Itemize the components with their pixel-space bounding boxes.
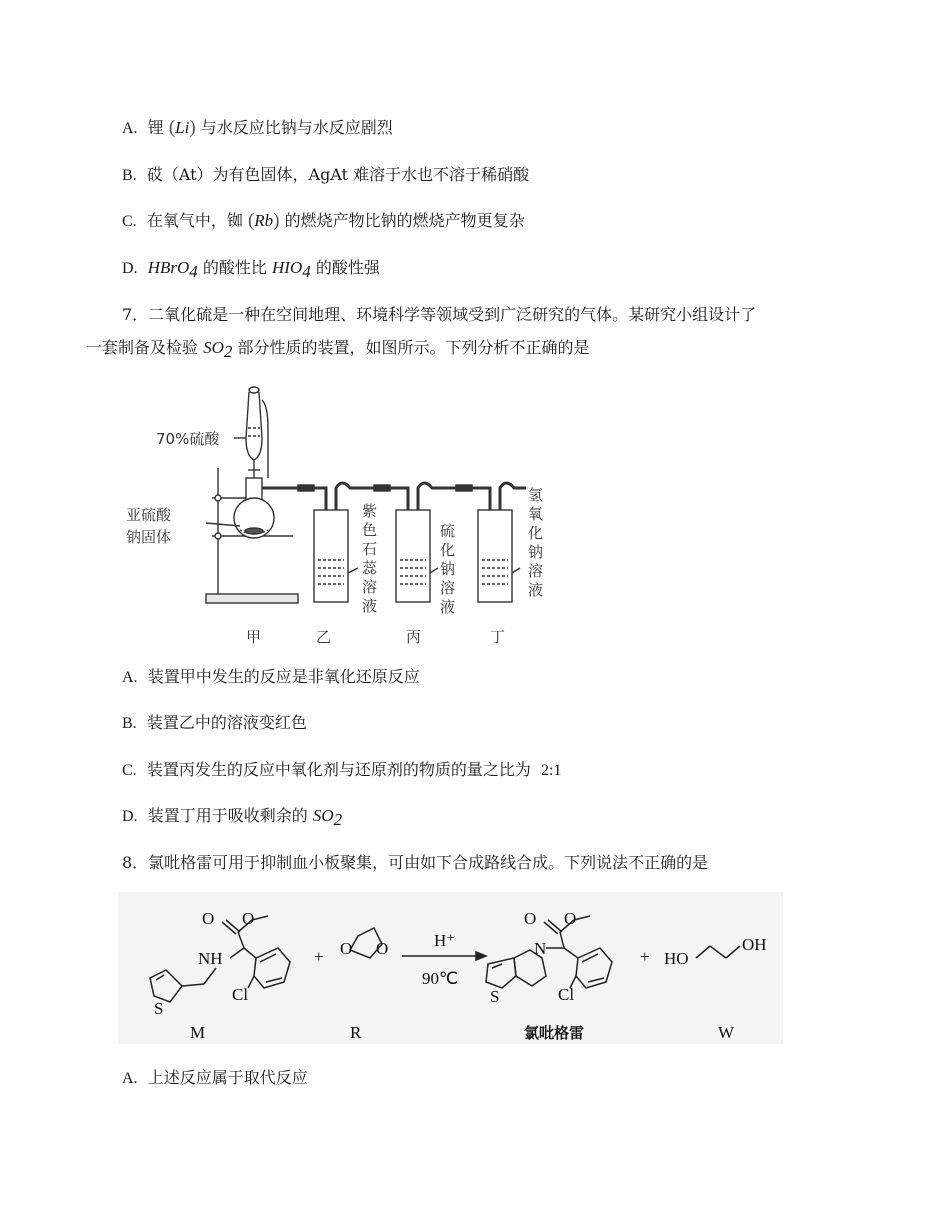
bottle-bing-label: [440, 522, 455, 616]
svg-text:化: 化: [440, 541, 456, 559]
svg-text:溶: 溶: [440, 579, 456, 597]
svg-text:氢: 氢: [528, 486, 544, 504]
catalyst-label: H⁺: [434, 931, 456, 950]
q6-option-d: D. HBrO$_4$ 的酸性比 $HIO_4$ 的酸性强: [122, 258, 380, 282]
svg-text:色: 色: [362, 521, 378, 539]
svg-text:液: 液: [440, 598, 456, 616]
apparatus-figure: [118, 378, 568, 653]
svg-text:O: O: [340, 939, 353, 958]
svg-text:OH: OH: [742, 935, 767, 954]
label-r: R: [350, 1023, 362, 1042]
label-product: 氯吡格雷: [524, 1024, 585, 1042]
svg-text:紫: 紫: [362, 502, 378, 520]
svg-text:NH: NH: [198, 949, 223, 968]
bottle-ding-label: [528, 486, 543, 599]
station-label-jia: 甲: [246, 628, 262, 646]
plus-sign-2: +: [640, 947, 650, 966]
svg-text:钠: 钠: [440, 560, 456, 578]
q6-option-c: C. 在氧气中，铷 (Rb) 的燃烧产物比钠的燃烧产物更复杂: [122, 210, 525, 231]
svg-text:液: 液: [362, 597, 378, 615]
label-w: W: [718, 1023, 735, 1042]
plus-sign-1: +: [314, 947, 324, 966]
svg-text:S: S: [154, 999, 164, 1018]
svg-text:蕊: 蕊: [362, 559, 378, 577]
solid-label-line2: 钠固体: [126, 528, 172, 546]
solid-label-line1: 亚硫酸: [126, 506, 172, 524]
svg-text:硫: 硫: [440, 522, 456, 540]
station-label-yi: 乙: [316, 628, 332, 646]
acid-label: 70%硫酸: [156, 430, 220, 448]
q7-option-a: A. 装置甲中发生的反应是非氧化还原反应: [122, 667, 420, 686]
svg-text:化: 化: [528, 524, 544, 542]
synthesis-scheme: [118, 892, 783, 1044]
svg-text:S: S: [490, 987, 500, 1006]
bottle-yi-label: [362, 502, 378, 615]
station-label-bing: 丙: [406, 628, 422, 646]
svg-text:O: O: [376, 939, 389, 958]
svg-text:液: 液: [528, 581, 544, 599]
svg-text:Cl: Cl: [558, 985, 575, 1004]
q7-option-b: B. 装置乙中的溶液变红色: [122, 713, 307, 732]
svg-text:N: N: [534, 939, 547, 958]
svg-text:氧: 氧: [528, 505, 544, 523]
q7-option-c: C. 装置丙发生的反应中氧化剂与还原剂的物质的量之比为 2:1: [122, 760, 562, 779]
svg-text:石: 石: [362, 540, 378, 558]
svg-text:溶: 溶: [362, 578, 378, 596]
station-label-ding: 丁: [490, 628, 506, 646]
svg-text:HO: HO: [664, 949, 689, 968]
svg-text:O: O: [564, 909, 577, 928]
svg-text:Cl: Cl: [232, 985, 249, 1004]
q7-option-d: D. 装置丁用于吸收剩余的 $SO_2$: [122, 806, 343, 830]
svg-text:钠: 钠: [528, 543, 544, 561]
svg-text:O: O: [202, 909, 215, 928]
q6-option-a: A. 锂 (Li) 与水反应比钠与水反应剧烈: [122, 117, 393, 138]
svg-text:溶: 溶: [528, 562, 544, 580]
q7-stem-line1: 7．二氧化硫是一种在空间地理、环境科学等领域受到广泛研究的气体。某研究小组设计了: [122, 305, 757, 324]
q6-option-b: B. 砹（At）为有色固体，AgAt 难溶于水也不溶于稀硝酸: [122, 165, 530, 184]
q8-option-a: A. 上述反应属于取代反应: [122, 1068, 308, 1087]
svg-text:O: O: [524, 909, 537, 928]
q8-stem: 8．氯吡格雷可用于抑制血小板聚集，可由如下合成路线合成。下列说法不正确的是: [122, 853, 709, 872]
temperature-label: 90℃: [422, 969, 459, 988]
q7-stem-line2: 一套制备及检验 $SO_2$ 部分性质的装置，如图所示。下列分析不正确的是: [86, 338, 590, 362]
label-m: M: [190, 1023, 206, 1042]
svg-text:O: O: [242, 909, 255, 928]
